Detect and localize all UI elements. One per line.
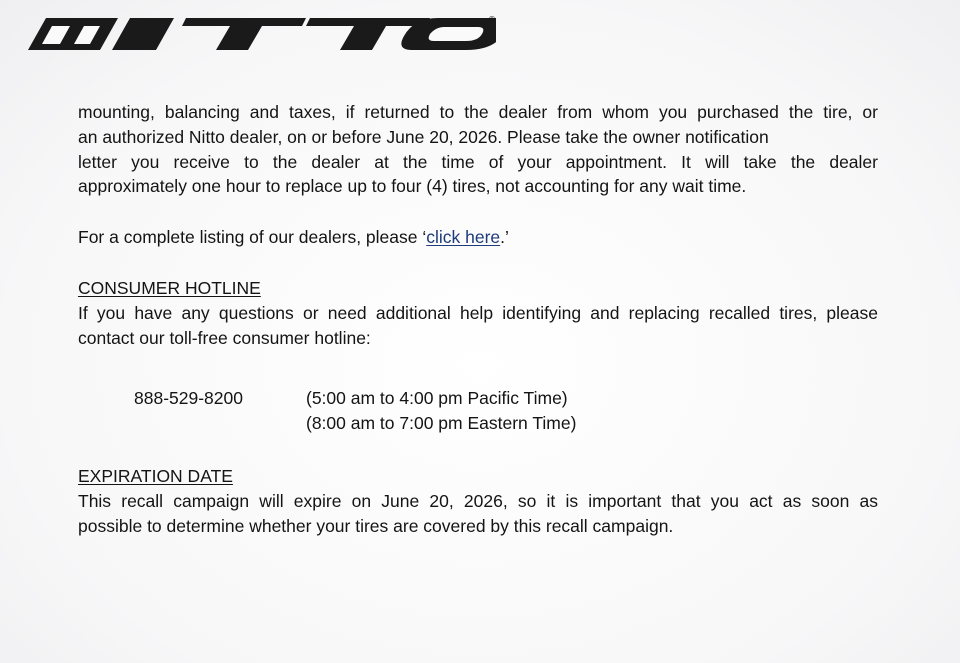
paragraph-line: an authorized Nitto dealer, on or before June 20, 2026. Please take the owner notification (78, 126, 769, 147)
dealers-paragraph (78, 225, 878, 250)
paragraph-line: mounting, balancing and taxes, if returned to the dealer from whom you purchased the tire, or (78, 102, 878, 122)
expiration-date-heading: EXPIRATION DATE (78, 465, 233, 486)
hotline-hours (306, 386, 576, 436)
paragraph-line: possible to determine whether your tires are covered by this recall campaign. (78, 515, 674, 536)
paragraph-line: If you have any questions or need additional help identifying and replacing recalled tires, please (78, 302, 878, 323)
paragraph-line: This recall campaign will expire on June 20, 2026, so it is important that you act as soon as (78, 490, 878, 511)
paragraph-line: contact our toll-free consumer hotline: (78, 327, 371, 348)
expiration-paragraph (78, 489, 878, 539)
registered-mark: ® (488, 15, 496, 24)
letter-body (78, 100, 878, 538)
dealers-suffix: .’ (500, 227, 509, 248)
paragraph-replacement (78, 100, 878, 199)
consumer-hotline-heading: CONSUMER HOTLINE (78, 277, 261, 298)
hotline-paragraph (78, 301, 878, 351)
paragraph-line: letter you receive to the dealer at the time of your appointment. It will take the dealer (78, 151, 878, 172)
hours-pacific: (5:00 am to 4:00 pm Pacific Time) (306, 388, 568, 409)
paragraph-line: approximately one hour to replace up to four (4) tires, not accounting for any wait time. (78, 176, 747, 197)
nitto-logo-graphic (26, 14, 496, 54)
nitto-logo (26, 14, 496, 54)
click-here-link[interactable]: click here (426, 227, 501, 248)
hours-eastern: (8:00 am to 7:00 pm Eastern Time) (306, 413, 577, 434)
hotline-contact (134, 386, 878, 436)
dealers-prefix: For a complete listing of our dealers, please ‘ (78, 227, 427, 248)
hotline-phone-number[interactable]: 888-529-8200 (134, 388, 243, 409)
